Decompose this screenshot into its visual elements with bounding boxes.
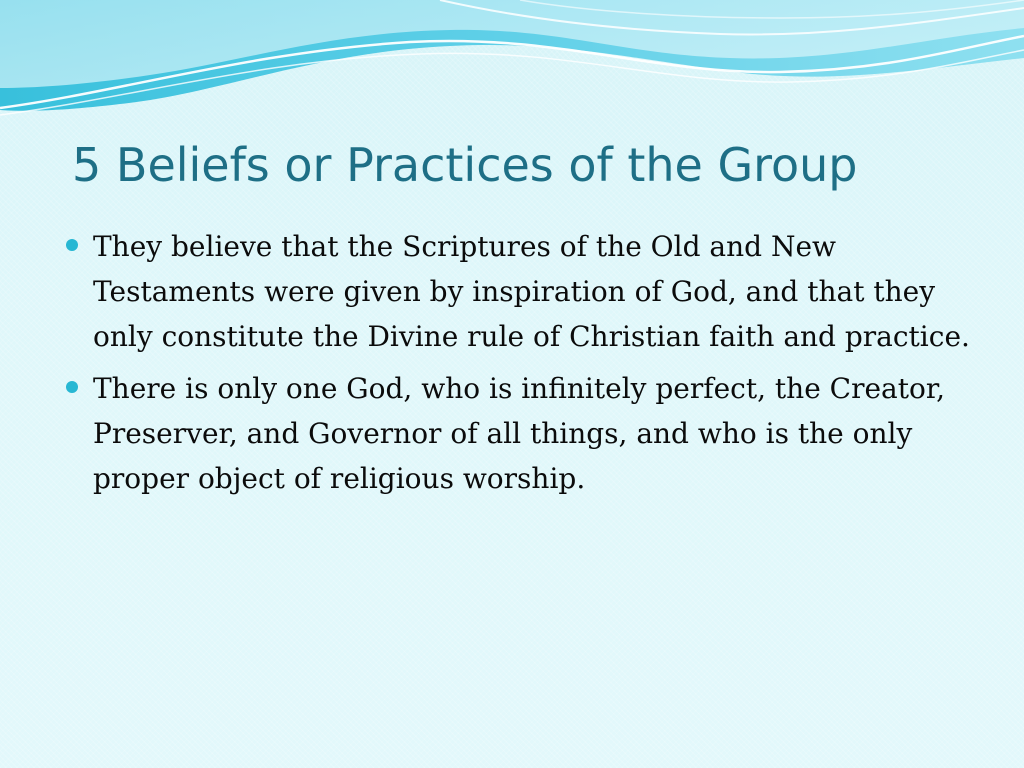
bullet-item xyxy=(64,366,974,501)
bullet-dot-icon xyxy=(66,381,78,393)
bullet-item xyxy=(64,224,974,359)
decorative-wave-header xyxy=(0,0,1024,120)
bullet-dot-icon xyxy=(66,239,78,251)
slide-title: 5 Beliefs or Practices of the Group xyxy=(72,138,858,192)
bullet-text: They believe that the Scriptures of the Old and New Testaments were given by inspiration of God, and that they only constitute the Divine rule of Christian faith and practice. xyxy=(93,230,970,353)
bullet-list xyxy=(64,224,974,508)
bullet-text: There is only one God, who is infinitely perfect, the Creator, Preserver, and Governor of all things, and who is the only proper object of religious worship. xyxy=(93,372,946,495)
